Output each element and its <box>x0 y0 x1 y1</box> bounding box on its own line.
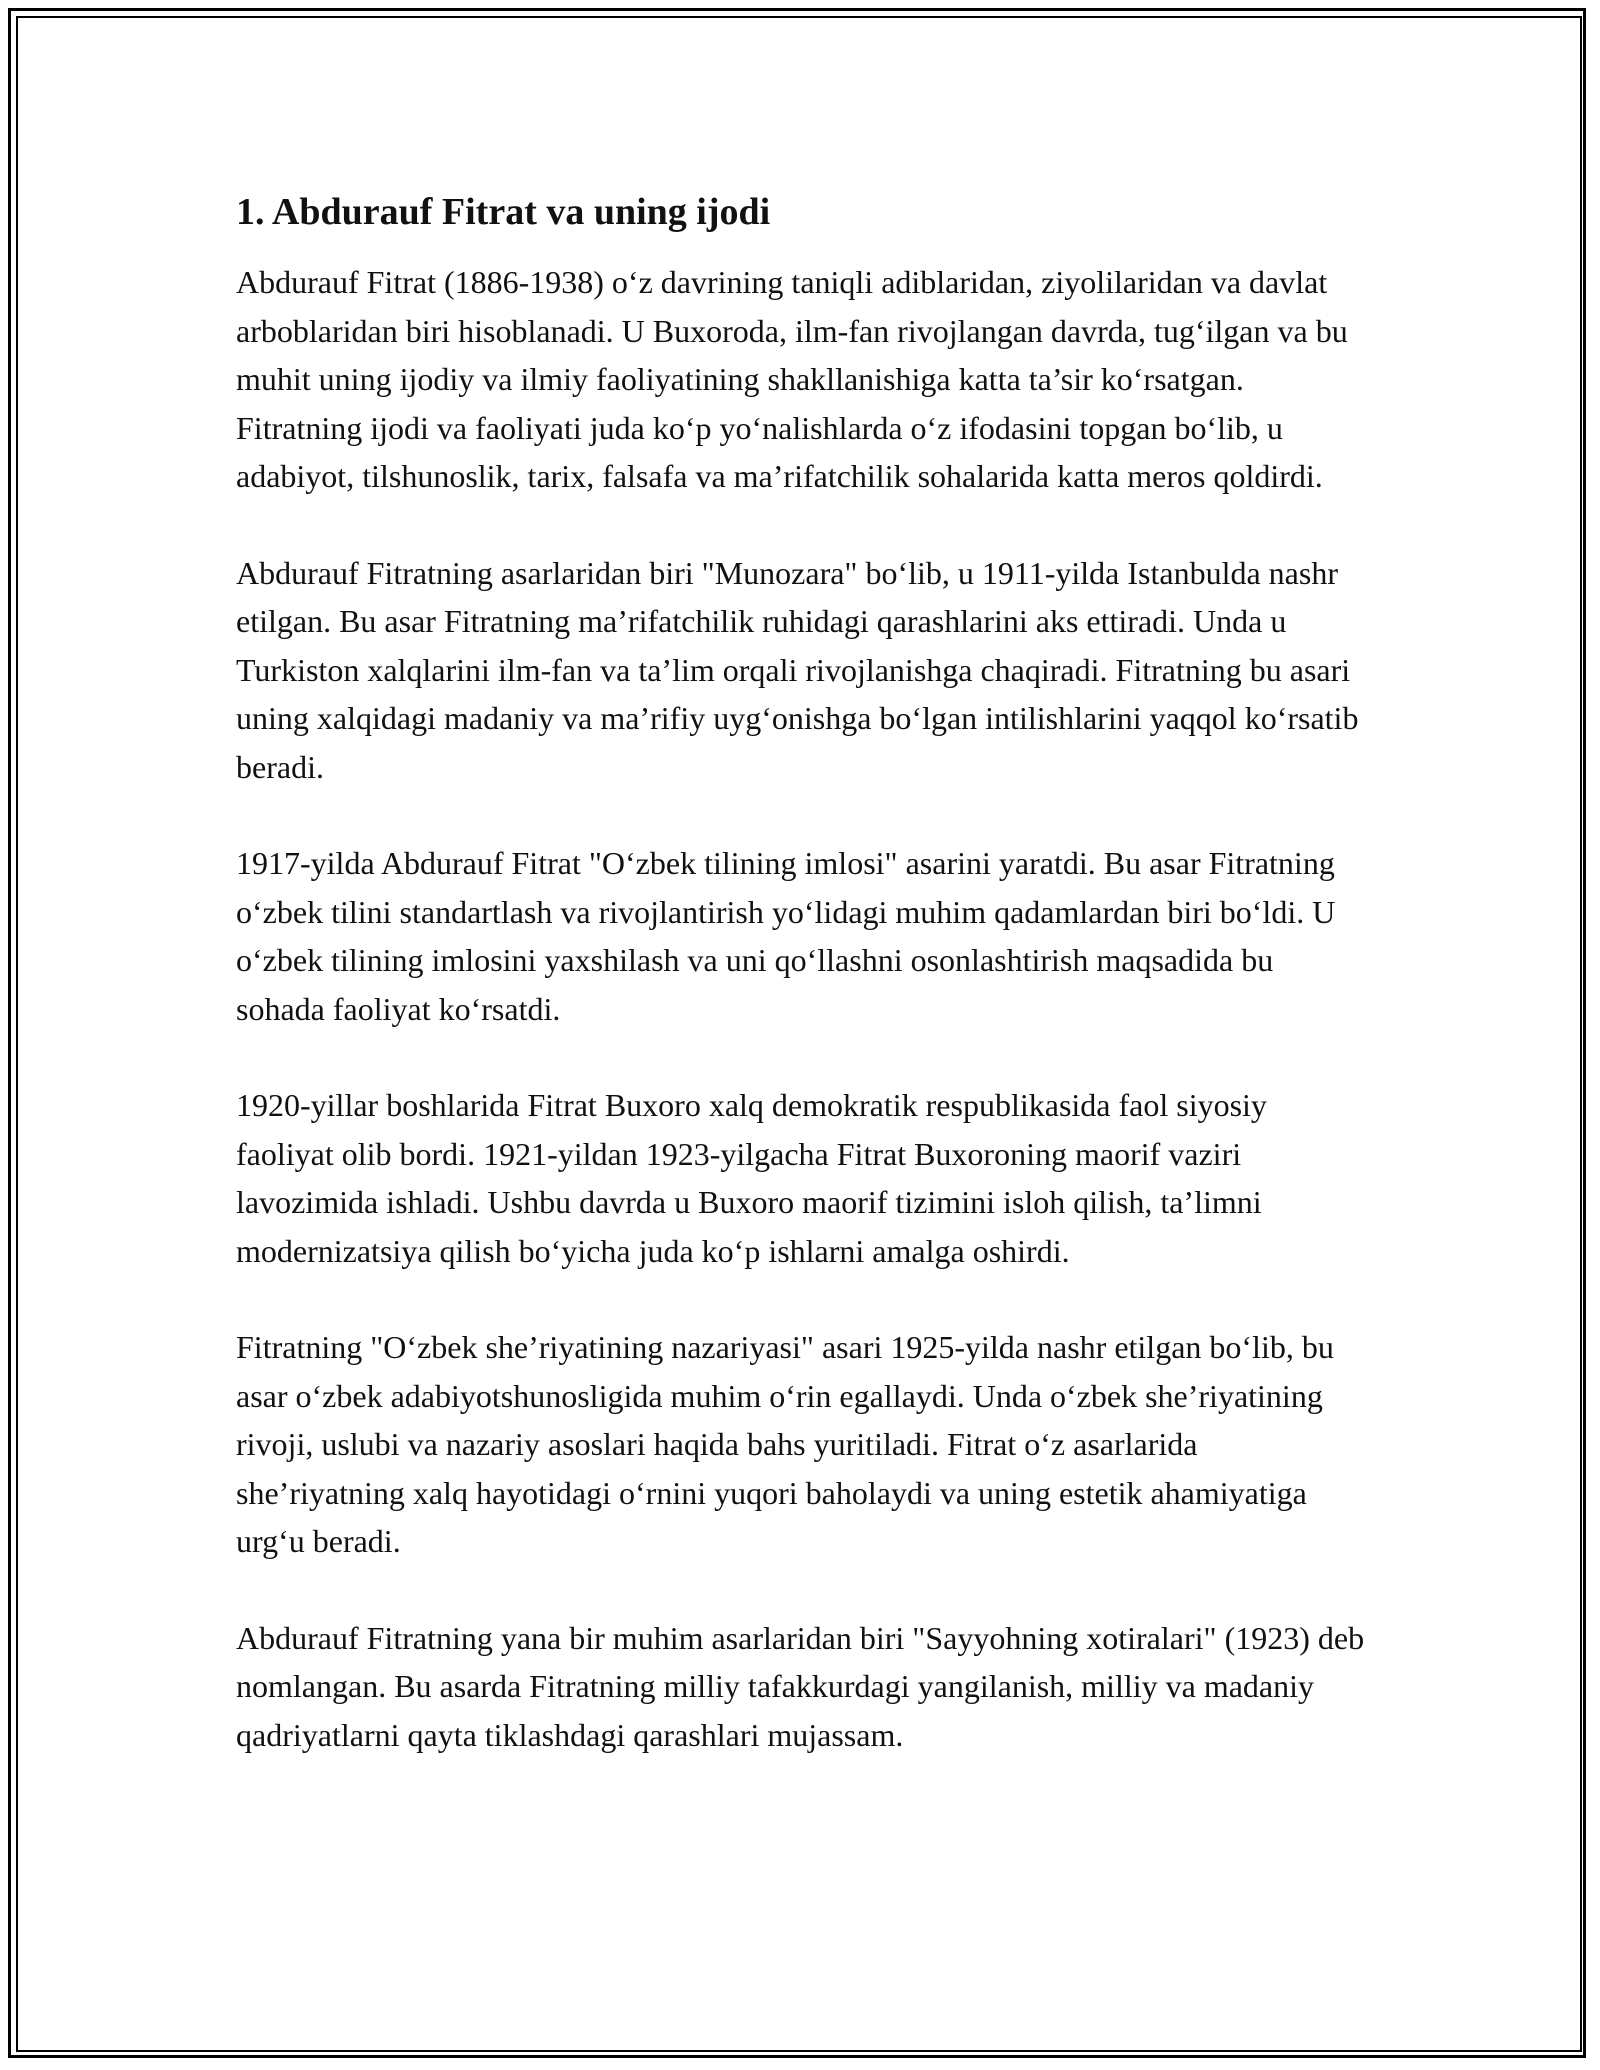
paragraph-5: Fitratning "O‘zbek she’riyatining nazariyasi" asari 1925-yilda nashr etilgan bo‘lib, bu asar o‘zbek adabiyotshunosligida muhim o‘rin egallaydi. Unda o‘zbek she’riyatining rivoji, uslubi va nazariy asoslari haqida bahs yuritiladi. Fitrat o‘z asarlarida she’riyatning xalq hayotidagi o‘rnini yuqori baholaydi va uning estetik ahamiyatiga urg‘u beradi. <box>236 1329 1334 1559</box>
paragraph-3: 1917-yilda Abdurauf Fitrat "O‘zbek tilining imlosi" asarini yaratdi. Bu asar Fitratning o‘zbek tilini standartlash va rivojlantirish yo‘lidagi muhim qadamlardan biri bo‘ldi. U o‘zbek tilining imlosini yaxshilash va uni qo‘llashni osonlashtirish maqsadida bu sohada faoliyat ko‘rsatdi. <box>236 845 1336 1027</box>
paragraph-6: Abdurauf Fitratning yana bir muhim asarlaridan biri "Sayyohning xotiralari" (1923) deb nomlangan. Bu asarda Fitratning milliy tafakkurdagi yangilanish, milliy va madaniy qadriyatlarni qayta tiklashdagi qarashlari mujassam. <box>236 1619 1365 1753</box>
paragraph-1: Abdurauf Fitrat (1886-1938) o‘z davrining taniqli adiblaridan, ziyolilaridan va davlat arboblaridan biri hisoblanadi. U Buxoroda, ilm-fan rivojlangan davrda, tug‘ilgan va bu muhit uning ijodiy va ilmiy faoliyatining shakllanishiga katta ta’sir ko‘rsatgan. Fitratning ijodi va faoliyati juda ko‘p yo‘nalishlarda o‘z ifodasini topgan bo‘lib, u adabiyot, tilshunoslik, tarix, falsafa va ma’rifatchilik sohalarida katta meros qoldirdi. <box>236 264 1348 494</box>
section-heading: 1. Abdurauf Fitrat va uning ijodi <box>236 191 771 233</box>
document-body <box>236 188 1366 1807</box>
paragraph-2: Abdurauf Fitratning asarlaridan biri "Munozara" bo‘lib, u 1911-yilda Istanbulda nashr etilgan. Bu asar Fitratning ma’rifatchilik ruhidagi qarashlarini aks ettiradi. Unda u Turkiston xalqlarini ilm-fan va ta’lim orqali rivojlanishga chaqiradi. Fitratning bu asari uning xalqidagi madaniy va ma’rifiy uyg‘onishga bo‘lgan intilishlarini yaqqol ko‘rsatib beradi. <box>236 554 1359 785</box>
paragraph-4: 1920-yillar boshlarida Fitrat Buxoro xalq demokratik respublikasida faol siyosiy faoliyat olib bordi. 1921-yildan 1923-yilgacha Fitrat Buxoroning maorif vaziri lavozimida ishladi. Ushbu davrda u Buxoro maorif tizimini isloh qilish, ta’limni modernizatsiya qilish bo‘yicha juda ko‘p ishlarni amalga oshirdi. <box>236 1087 1267 1269</box>
